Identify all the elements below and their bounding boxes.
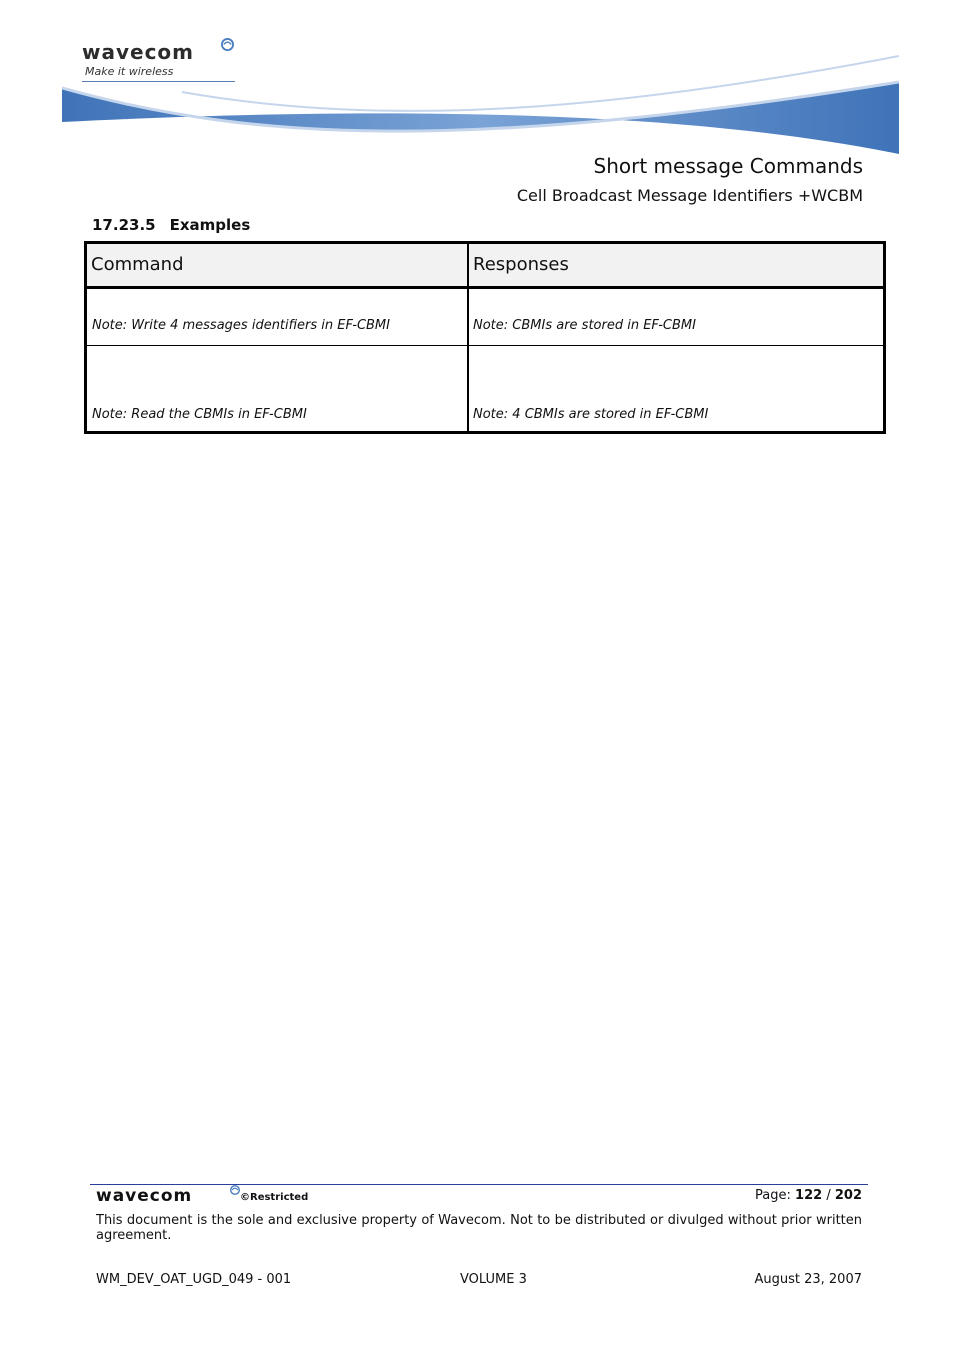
restricted-label: ©Restricted	[240, 1192, 309, 1203]
doc-date: August 23, 2007	[754, 1272, 862, 1287]
footer-rule	[90, 1184, 868, 1185]
section-subtitle: Cell Broadcast Message Identifiers +WCBM	[516, 186, 863, 205]
page-number	[755, 1188, 862, 1203]
examples-table	[84, 241, 886, 434]
heading-number: 17.23.5	[92, 216, 156, 234]
page-total: 202	[834, 1188, 862, 1203]
footer-wavecom-logo: wavecom	[96, 1186, 193, 1206]
footer-logo-swirl-icon	[230, 1185, 240, 1195]
row2-response-note: Note: 4 CBMIs are stored in EF-CBMI	[473, 407, 709, 422]
header-banner-swoosh	[62, 54, 899, 154]
page-current: 122	[795, 1188, 823, 1203]
row2-command-note: Note: Read the CBMIs in EF-CBMI	[92, 407, 307, 422]
wavecom-logo: wavecom	[82, 40, 195, 64]
volume-label: VOLUME 3	[460, 1272, 527, 1287]
header-command: Command	[91, 254, 184, 275]
page-separator: /	[826, 1188, 831, 1203]
header-responses: Responses	[473, 254, 569, 275]
row-divider	[87, 345, 883, 346]
heading-title: Examples	[169, 216, 251, 234]
examples-heading	[92, 216, 250, 234]
logo-swirl-icon	[221, 38, 234, 51]
column-divider	[467, 244, 469, 431]
row1-command-note: Note: Write 4 messages identifiers in EF-CBMI	[92, 318, 390, 333]
footer-notice: This document is the sole and exclusive property of Wavecom. Not to be distributed or divulged without prior written agreement.	[96, 1213, 862, 1243]
doc-id: WM_DEV_OAT_UGD_049 - 001	[96, 1272, 292, 1287]
section-title: Short message Commands	[593, 154, 863, 178]
logo-tagline: Make it wireless	[85, 65, 174, 78]
row1-response-note: Note: CBMIs are stored in EF-CBMI	[473, 318, 696, 333]
header-divider	[87, 286, 883, 289]
page-label: Page:	[755, 1188, 791, 1203]
